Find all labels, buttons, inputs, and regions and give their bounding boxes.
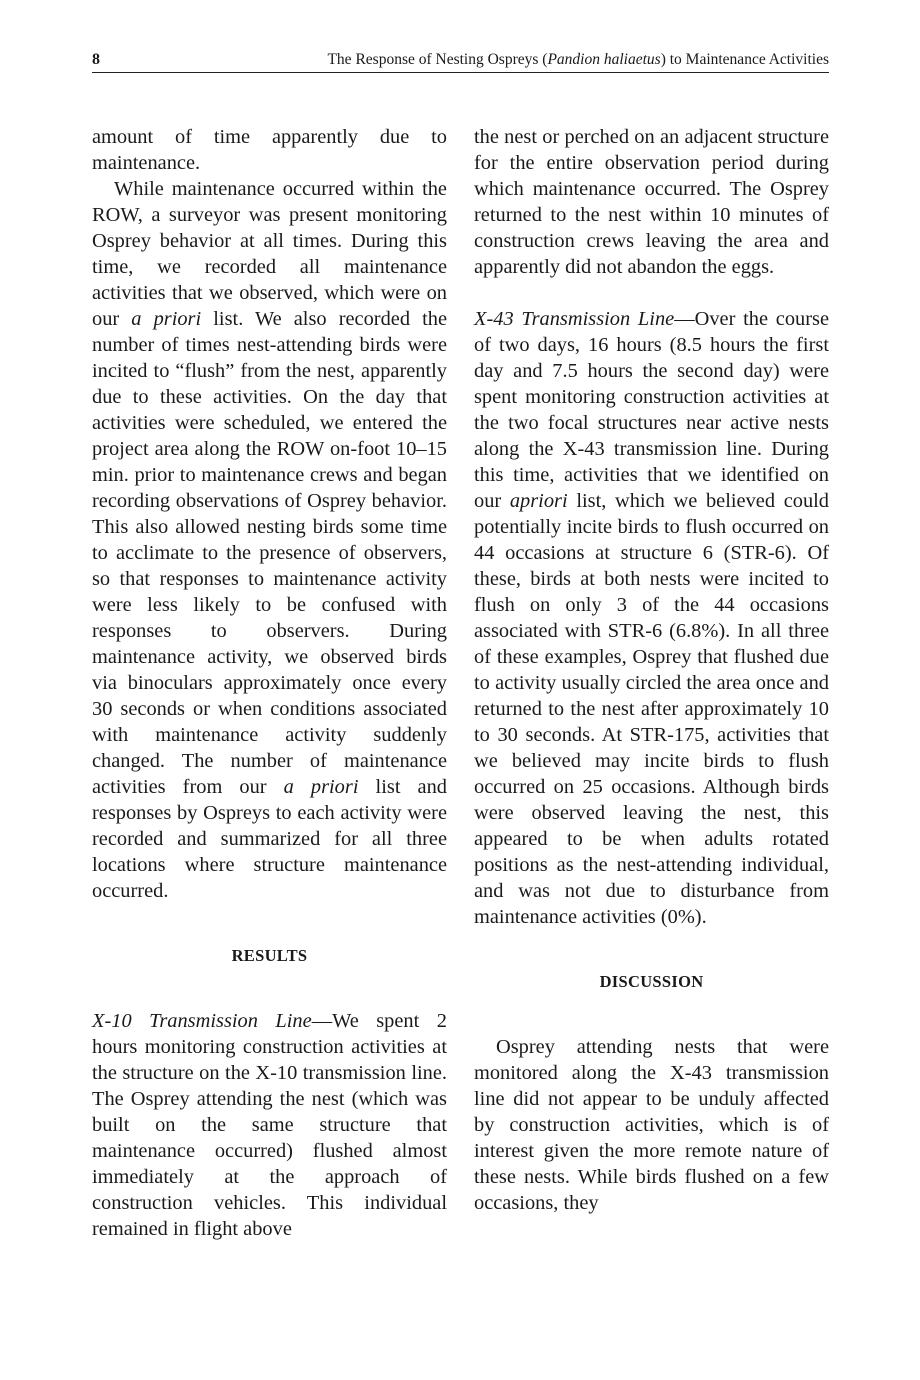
- x10-text: —We spent 2 hours monitoring construction activities at the structure on the X-10 transmission line. The Osprey attending the nest (which was built on the same structure that maintenance occurred) flushed almost immediately at the approach of construction vehicles. This individual remained in flight above: [92, 1010, 447, 1240]
- paragraph-discussion: Osprey attending nests that were monitored along the X-43 transmission line did not appear to be unduly affected by construction activities, which is of interest given the more remote nature of these nests. While birds flushed on a few occasions, they: [474, 1036, 829, 1214]
- paragraph-continuation: amount of time apparently due to maintenance.: [92, 126, 447, 174]
- running-title: [327, 50, 829, 70]
- results-heading: RESULTS: [231, 946, 308, 965]
- spacer: [474, 280, 829, 306]
- methods-text-1: While maintenance occurred within the ROW, a surveyor was present monitoring Osprey behavior at all times. During this time, we recorded all maintenance activities that we observed, which were on our: [92, 178, 447, 330]
- right-column: [474, 124, 829, 1216]
- left-column: [92, 124, 447, 1242]
- running-title-start: The Response of Nesting Ospreys (: [327, 51, 548, 68]
- paragraph-x10-continued: the nest or perched on an adjacent structure for the entire observation period during which maintenance occurred. The Osprey returned to the nest within 10 minutes of construction crews leaving the area and apparently did not abandon the eggs.: [474, 126, 829, 278]
- running-header: [92, 50, 829, 73]
- x43-text-2: list, which we believed could potentially incite birds to flush occurred on 44 occasions at structure 6 (STR-6). Of these, birds at both nests were incited to flush on only 3 of the 44 occasions associated with STR-6 (6.8%). In all three of these examples, Osprey that flushed due to activity usually circled the area once and returned to the nest after approximately 10 to 30 seconds. At STR-175, activities that we believed may incite birds to flush occurred on 25 occasions. Although birds were observed leaving the nest, this appeared to be when adults rotated positions as the nest-attending individual, and was not due to disturbance from maintenance activities (0%).: [474, 490, 830, 928]
- spacer: [92, 904, 447, 930]
- x43-text-1: —Over the course of two days, 16 hours (8.5 hours the first day and 7.5 hours the second day) were spent monitoring construction activities at the two focal structures near active nests along the X-43 transmission line. During this time, activities that we identified on our: [474, 308, 829, 512]
- x43-italic: apriori: [509, 490, 568, 512]
- paragraph-x43: [474, 306, 829, 930]
- methods-italic-2: a priori: [283, 776, 359, 798]
- methods-italic-1: a priori: [131, 308, 202, 330]
- x10-title: X-10 Transmission Line: [92, 1010, 312, 1032]
- methods-text-3: list and responses by Ospreys to each activity were recorded and summarized for all three locations where structure maintenance occurred.: [92, 776, 447, 902]
- methods-text-2: list. We also recorded the number of times nest-attending birds were incited to “flush” from the nest, apparently due to these activities. On the day that activities were scheduled, we entered the project area along the ROW on-foot 10–15 min. prior to maintenance crews and began recording observations of Osprey behavior. This also allowed nesting birds some time to acclimate to the presence of observers, so that responses to maintenance activity were less likely to be confused with responses to observers. During maintenance activity, we observed birds via binoculars approximately once every 30 seconds or when conditions associated with maintenance activity suddenly changed. The number of maintenance activities from our: [92, 308, 448, 798]
- spacer: [474, 1008, 829, 1034]
- paragraph-x10: [92, 1008, 447, 1242]
- page-number: 8: [92, 51, 100, 68]
- species-name: Pandion haliaetus: [547, 51, 661, 68]
- spacer: [474, 930, 829, 956]
- paragraph-methods: [92, 176, 447, 904]
- running-title-end: ) to Maintenance Activities: [660, 51, 829, 68]
- discussion-heading: DISCUSSION: [599, 972, 704, 991]
- x43-title: X-43 Transmission Line: [474, 308, 675, 330]
- spacer: [92, 982, 447, 1008]
